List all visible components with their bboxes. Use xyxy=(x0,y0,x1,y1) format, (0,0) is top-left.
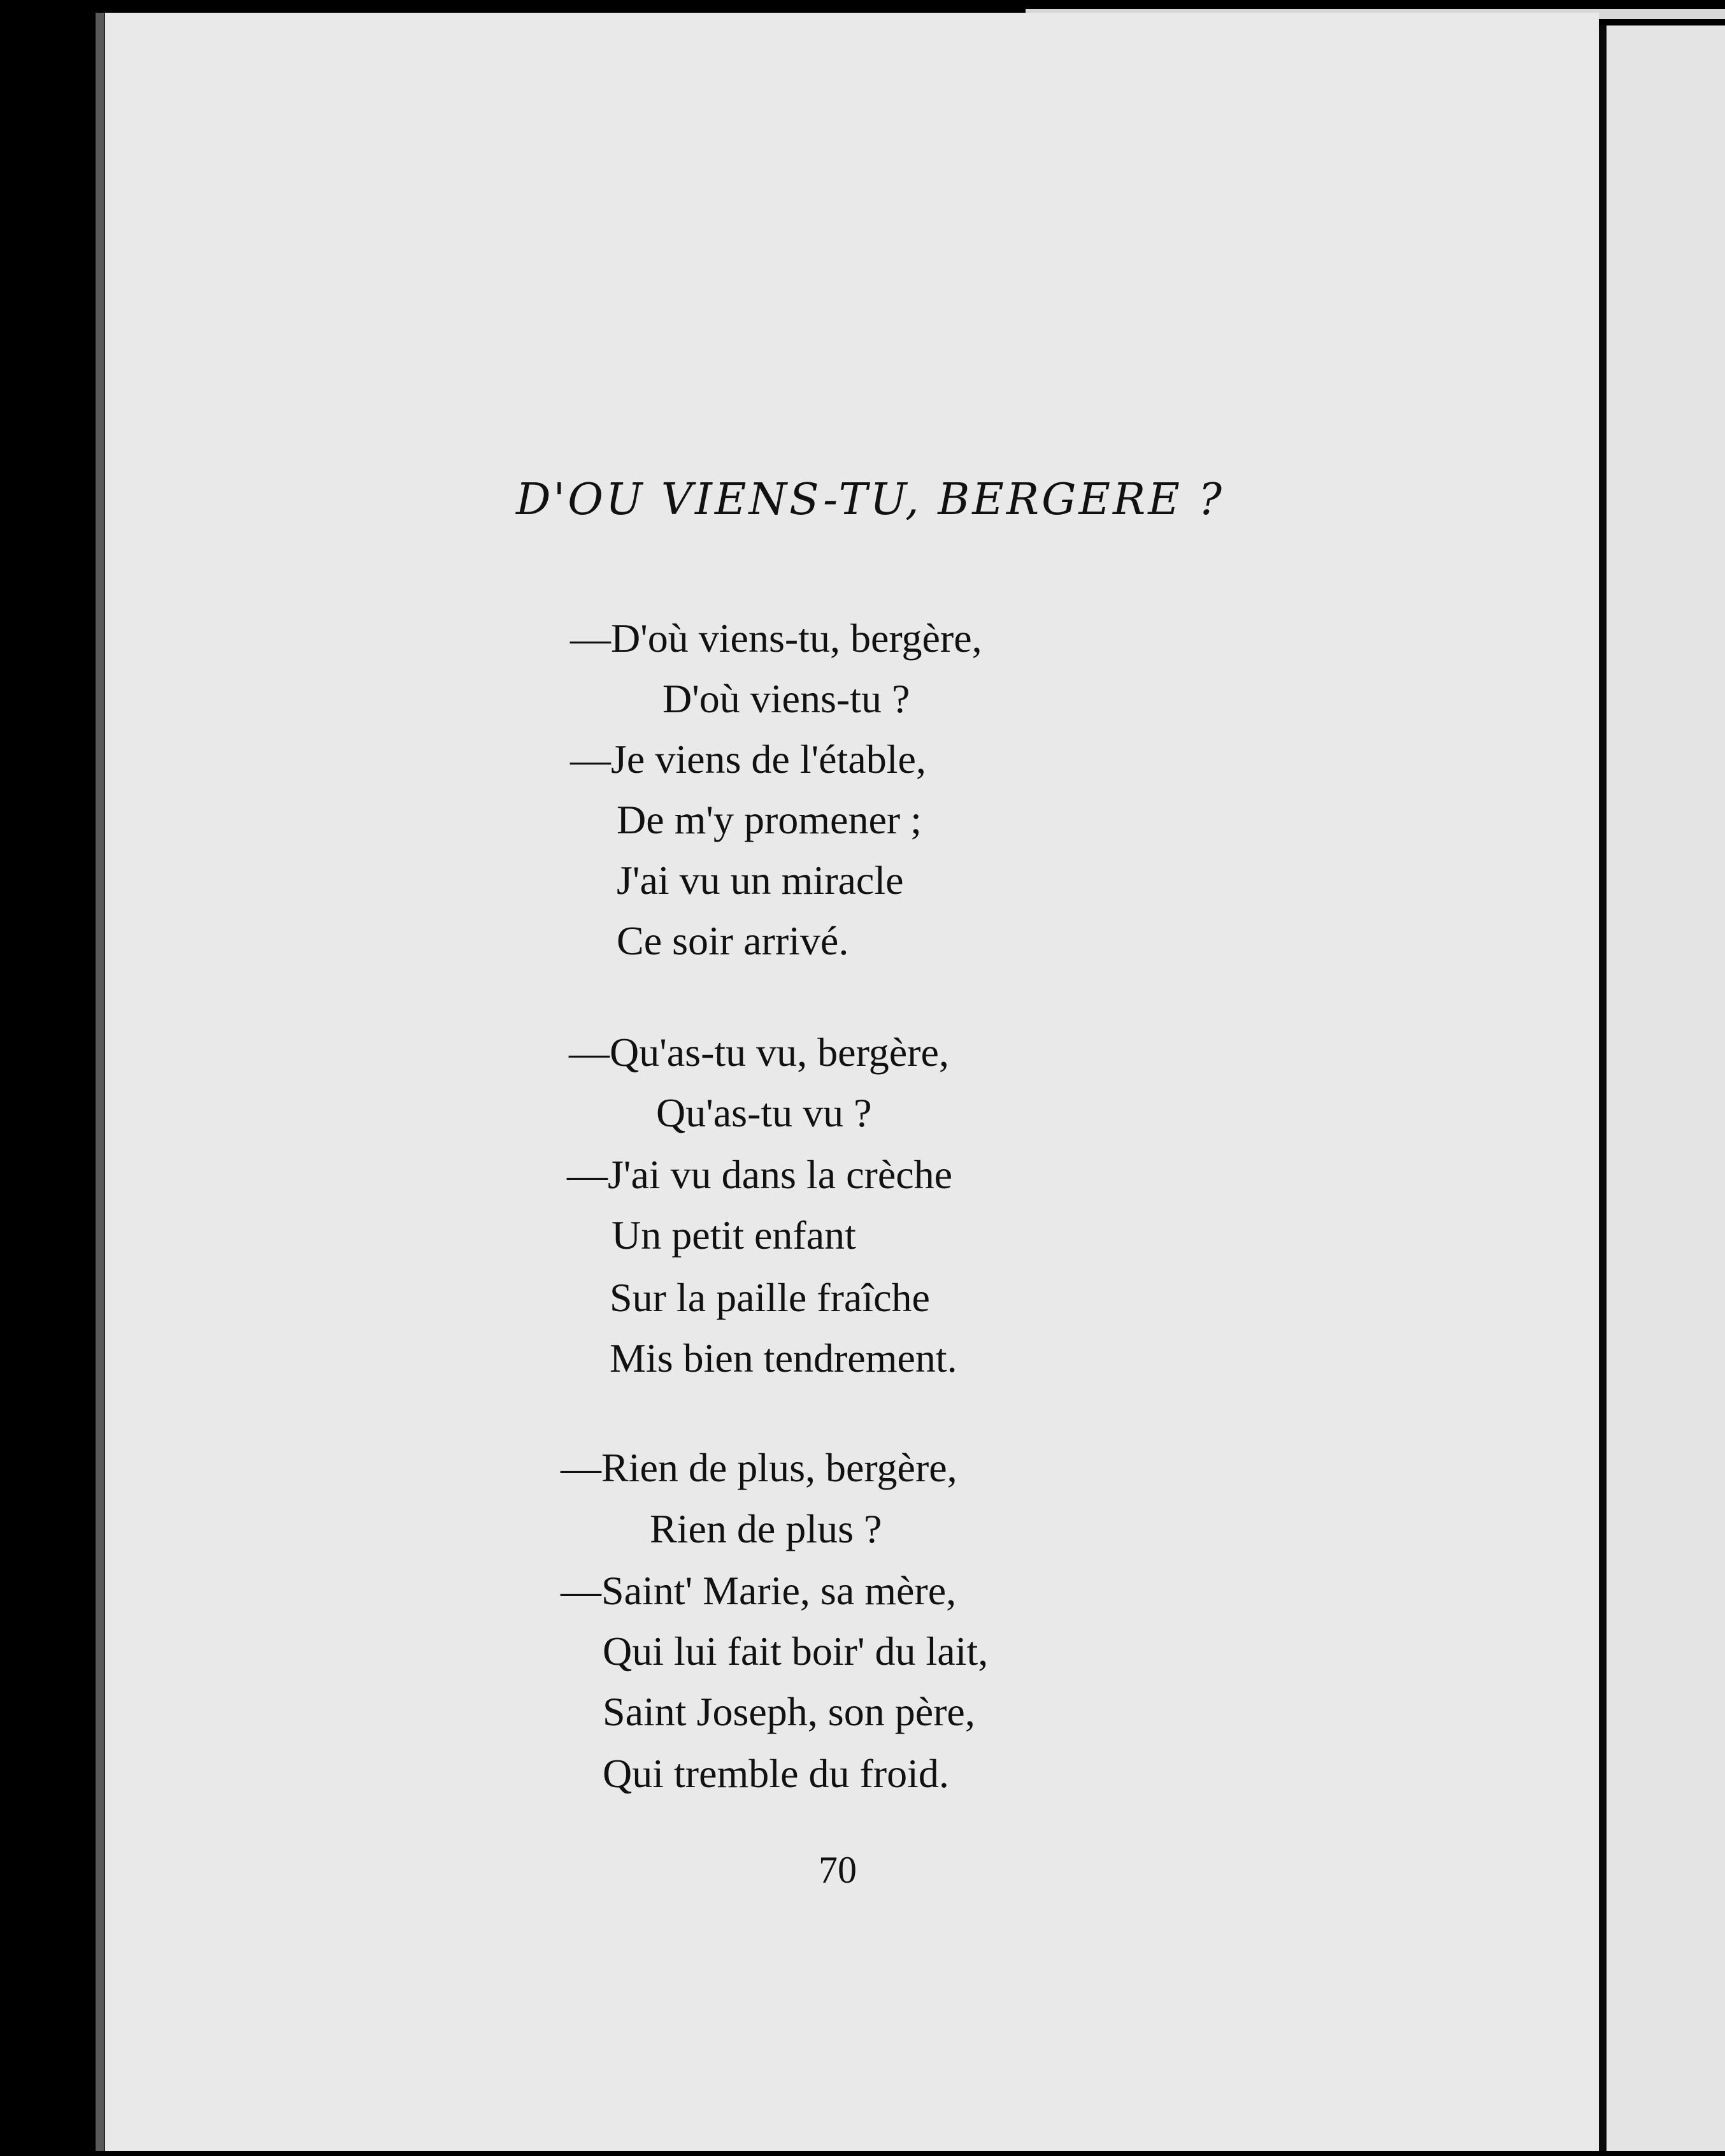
verse-line: Un petit enfant xyxy=(612,1212,856,1258)
book-gutter xyxy=(1599,25,1607,2151)
verse-line: —J'ai vu dans la crèche xyxy=(567,1152,953,1197)
verse-line: —D'où viens-tu, bergère, xyxy=(570,615,982,661)
page-number: 70 xyxy=(819,1849,857,1891)
book-page xyxy=(105,13,1599,2151)
page-edge xyxy=(96,13,104,2151)
verse-line: —Rien de plus, bergère, xyxy=(561,1445,957,1490)
verse-line: Mis bien tendrement. xyxy=(610,1335,957,1381)
verse-line: —Je viens de l'étable, xyxy=(570,737,926,782)
verse-line: D'où viens-tu ? xyxy=(662,676,910,721)
verse-line: Qui lui fait boir' du lait, xyxy=(603,1628,989,1674)
verse-line: Sur la paille fraîche xyxy=(610,1275,930,1320)
verse-line: Saint Joseph, son père, xyxy=(603,1689,975,1734)
verse-line: J'ai vu un miracle xyxy=(617,858,904,903)
verse-line: Qu'as-tu vu ? xyxy=(656,1090,872,1135)
facing-page-edge xyxy=(1607,25,1725,2151)
poem-title: D'OU VIENS-TU, BERGERE ? xyxy=(516,475,1224,525)
verse-line: Rien de plus ? xyxy=(650,1506,882,1551)
verse-line: —Saint' Marie, sa mère, xyxy=(561,1568,957,1613)
verse-line: —Qu'as-tu vu, bergère, xyxy=(569,1030,949,1075)
verse-line: De m'y promener ; xyxy=(617,797,922,842)
verse-line: Ce soir arrivé. xyxy=(617,918,849,963)
verse-line: Qui tremble du froid. xyxy=(603,1751,949,1796)
